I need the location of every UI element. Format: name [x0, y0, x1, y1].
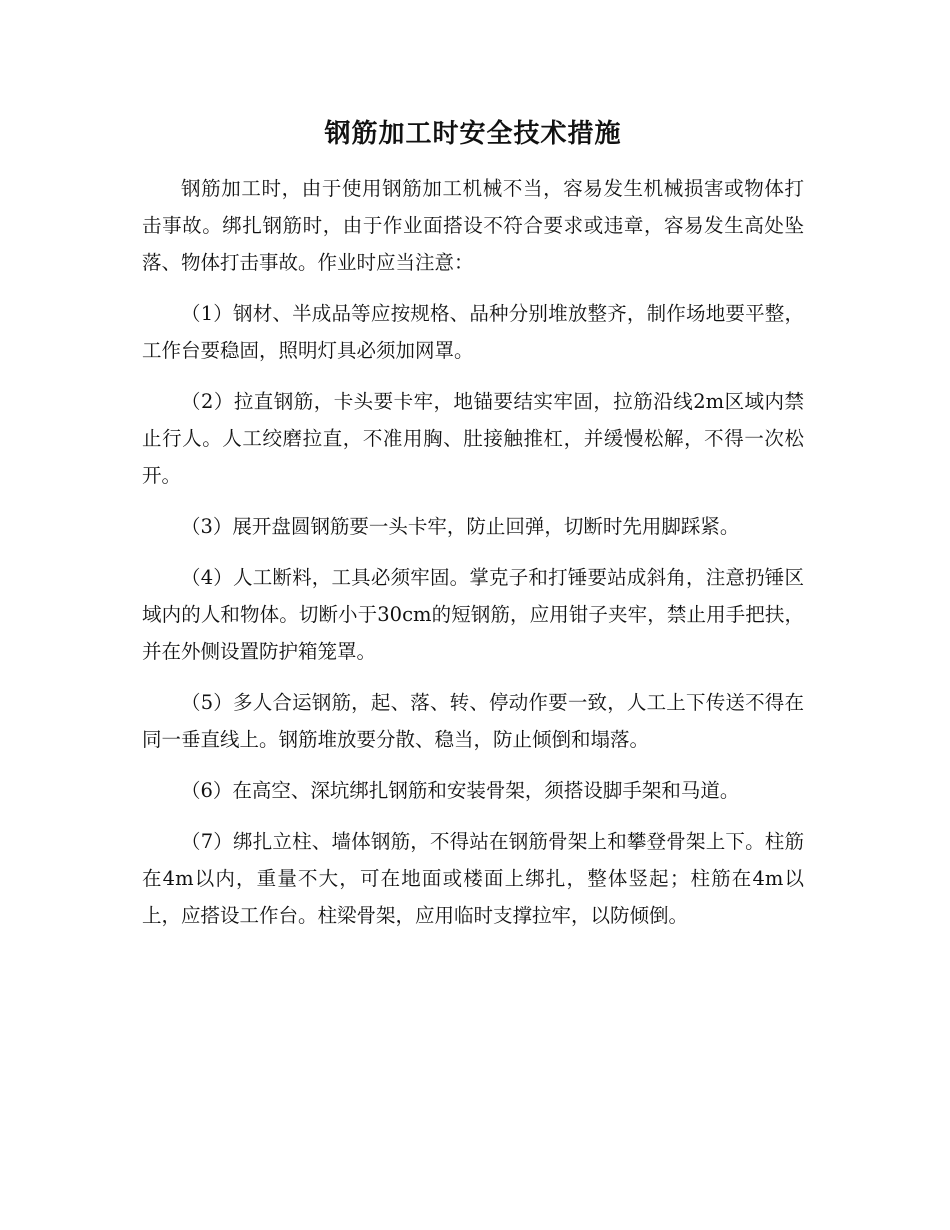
paragraph-item-4: （4）人工断料，工具必须牢固。掌克子和打锤要站成斜角，注意扔锤区域内的人和物体。切断小于30cm的短钢筋，应用钳子夹牢，禁止用手把扶，并在外侧设置防护箱笼罩。: [142, 566, 804, 663]
paragraph-item-5: （5）多人合运钢筋，起、落、转、停动作要一致，人工上下传送不得在同一垂直线上。钢筋堆放要分散、稳当，防止倾倒和塌落。: [142, 691, 804, 751]
paragraph-item-2: （2）拉直钢筋，卡头要卡牢，地锚要结实牢固，拉筋沿线2m区域内禁止行人。人工绞磨拉直，不准用胸、肚接触推杠，并缓慢松解，不得一次松开。: [142, 390, 804, 487]
paragraph-item-1: （1）钢材、半成品等应按规格、品种分别堆放整齐，制作场地要平整，工作台要稳固，照明灯具必须加网罩。: [142, 302, 804, 362]
document-page: [142, 112, 804, 948]
paragraph-item-7: （7）绑扎立柱、墙体钢筋，不得站在钢筋骨架上和攀登骨架上下。柱筋在4m以内，重量不大，可在地面或楼面上绑扎，整体竖起；柱筋在4m以上，应搭设工作台。柱梁骨架，应用临时支撑拉牢，以防倾倒。: [142, 830, 804, 927]
document-title: 钢筋加工时安全技术措施: [324, 119, 622, 149]
intro-paragraph: 钢筋加工时，由于使用钢筋加工机械不当，容易发生机械损害或物体打击事故。绑扎钢筋时，由于作业面搭设不符合要求或违章，容易发生高处坠落、物体打击事故。作业时应当注意：: [142, 177, 804, 274]
paragraph-item-6: （6）在高空、深坑绑扎钢筋和安装骨架，须搭设脚手架和马道。: [181, 779, 740, 802]
paragraph-item-3: （3）展开盘圆钢筋要一头卡牢，防止回弹，切断时先用脚踩紧。: [181, 515, 740, 538]
